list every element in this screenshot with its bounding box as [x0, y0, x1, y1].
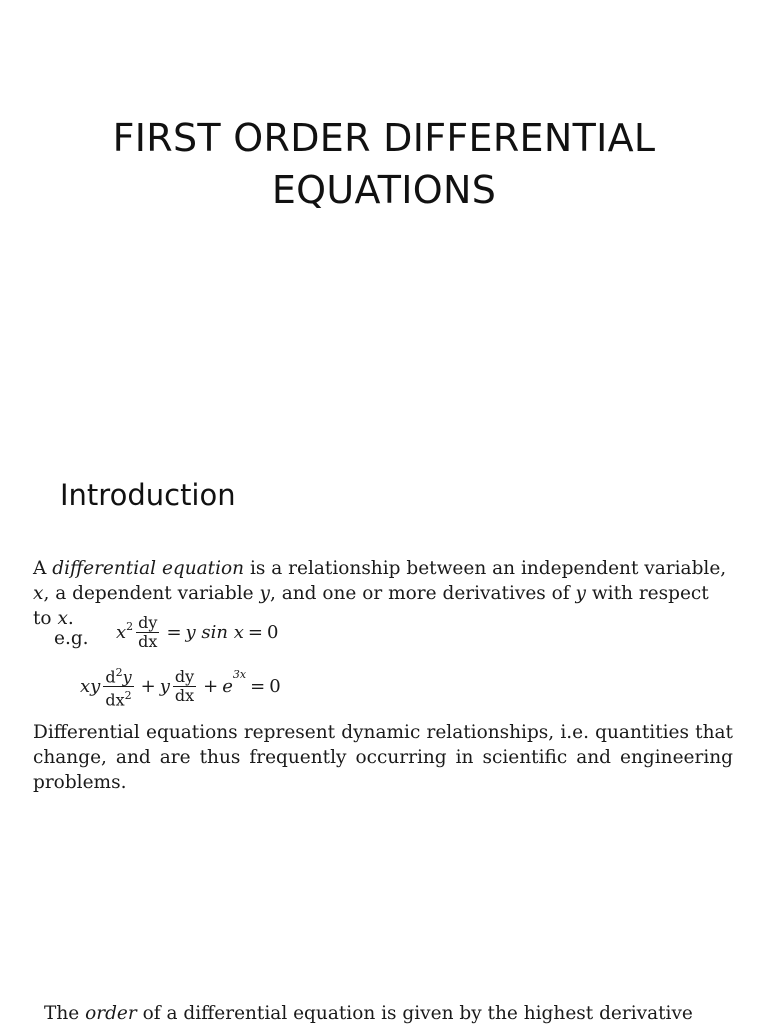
definition-term: differential equation — [52, 558, 245, 579]
definition-paragraph: A differential equation is a relationship between an independent variable, x, a dependent variable y, and one or more derivatives of y with respect to x. — [33, 558, 727, 629]
order-term: order — [85, 1003, 137, 1024]
derivative-fraction: $\frac{dy}{dx}$ — [174, 667, 195, 706]
section-heading: Introduction — [60, 478, 236, 512]
example-label: e.g. — [54, 628, 89, 649]
order-paragraph: The order of a differential equation is given by the highest derivative — [44, 1003, 693, 1024]
second-derivative-fraction: $\frac{d^2y}{dx^2}$ — [105, 666, 132, 710]
slide-title — [0, 112, 768, 216]
slide-title-line-2: EQUATIONS — [271, 168, 497, 212]
example-equation-1: x $^2$ $\frac{dy}{dx}$ = y sin x = 0 — [116, 613, 279, 651]
slide-title-line-1: FIRST ORDER DIFFERENTIAL — [112, 116, 656, 160]
dynamic-relationships-paragraph: Differential equations represent dynamic relationships, i.e. quantities that change, and are thus frequently occurring in scientific and engineering problems. — [33, 722, 733, 793]
derivative-fraction: $\frac{dy}{dx}$ — [138, 613, 158, 651]
example-equation-2: xy $\frac{d^2y}{dx^2}$ + y $\frac{dy}{dx}$ + e $^{3x}$ = 0 — [80, 666, 281, 710]
